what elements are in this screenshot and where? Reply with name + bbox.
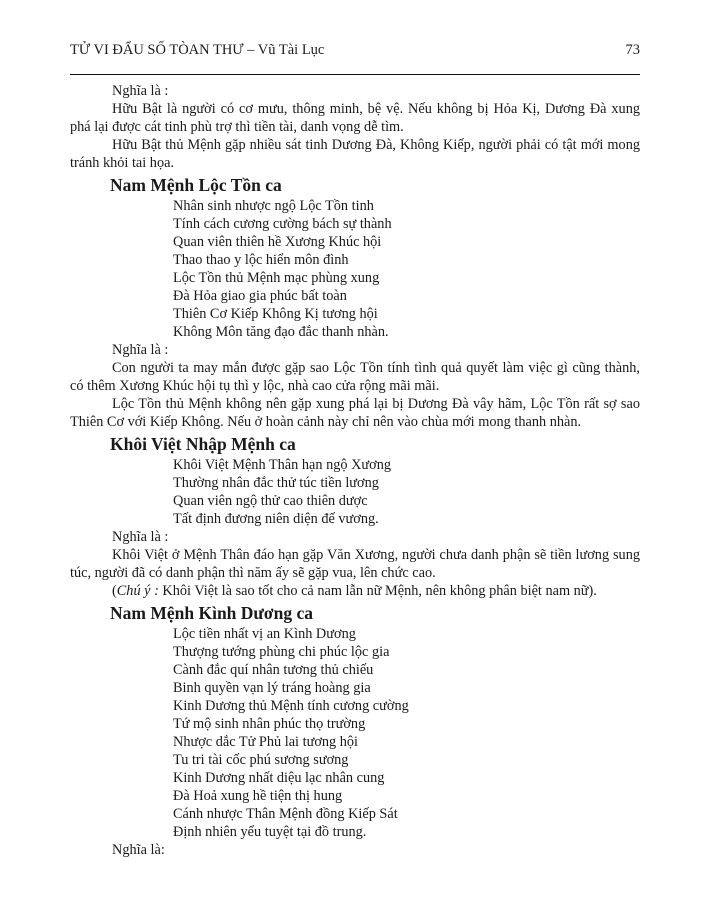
paragraph: Hữu Bật là người có cơ mưu, thông minh, bệ vệ. Nếu không bị Hỏa Kị, Dương Đà xung phá lại được cát tinh phù trợ thì tiền tài, danh vọng dễ tìm.: [70, 101, 640, 135]
meaning-label: Nghĩa là :: [112, 83, 169, 99]
poem-line: Tất định đương niên diện đế vương.: [173, 511, 379, 527]
poem-line: Tứ mộ sinh nhân phúc thọ trường: [173, 716, 366, 732]
section-heading: Nam Mệnh Kình Dương ca: [110, 603, 313, 623]
poem-line: Quan viên thiên hề Xương Khúc hội: [173, 234, 382, 250]
running-title: TỬ VI ĐẨU SỐ TÒAN THƯ – Vũ Tài Lục: [70, 42, 325, 58]
section-heading: Nam Mệnh Lộc Tồn ca: [110, 175, 282, 195]
meaning-label: Nghĩa là :: [112, 529, 169, 545]
poem: [70, 625, 640, 841]
poem-line: Kinh Dương thủ Mệnh tính cương cường: [173, 698, 409, 714]
paragraph: Lộc Tồn thủ Mệnh không nên gặp xung phá lại bị Dương Đà vây hãm, Lộc Tồn rất sợ sao Thiên Cơ với Kiếp Không. Nếu ở hoàn cảnh này chỉ nên vào chùa mới mong thanh nhàn.: [70, 396, 640, 430]
header-rule: [70, 74, 640, 75]
poem-line: Kinh Dương nhất diệu lạc nhân cung: [173, 770, 385, 786]
poem-line: Định nhiên yểu tuyệt tại đồ trung.: [173, 824, 367, 840]
poem: [70, 456, 640, 528]
poem-line: Đà Hoả xung hề tiện thị hung: [173, 788, 343, 804]
poem-line: Khôi Việt Mệnh Thân hạn ngộ Xương: [173, 457, 392, 473]
poem-line: Lộc tiền nhất vị an Kình Dương: [173, 626, 356, 642]
section-heading: Khôi Việt Nhập Mệnh ca: [110, 434, 296, 454]
poem-line: Quan viên ngộ thử cao thiên dược: [173, 493, 368, 509]
note-label: Chú ý :: [116, 583, 159, 599]
poem-line: Tính cách cương cường bách sự thành: [173, 216, 392, 232]
poem-line: Lộc Tồn thủ Mệnh mạc phùng xung: [173, 270, 380, 286]
page-number: 73: [625, 42, 640, 58]
poem-line: Không Môn tăng đạo đắc thanh nhàn.: [173, 324, 389, 340]
meaning-label: Nghĩa là:: [112, 842, 165, 858]
poem-line: Thường nhân đắc thử túc tiền lương: [173, 475, 379, 491]
note-paragraph: [70, 582, 640, 600]
poem-line: Cánh nhược Thân Mệnh đồng Kiếp Sát: [173, 806, 398, 822]
paragraph: Khôi Việt ở Mệnh Thân đáo hạn gặp Văn Xương, người chưa danh phận sẽ tiền lương sung túc, người đã có danh phận thì năm ấy sẽ gặp vua, lên chức cao.: [70, 547, 640, 581]
note-open-paren: (: [112, 583, 117, 599]
poem-line: Thao thao y lộc hiển môn đình: [173, 252, 349, 268]
poem-line: Nhược dắc Tử Phủ lai tương hội: [173, 734, 359, 750]
poem-line: Thượng tướng phùng chi phúc lộc gia: [173, 644, 390, 660]
note-text: Khôi Việt là sao tốt cho cả nam lẫn nữ Mệnh, nên không phân biệt nam nữ).: [158, 583, 597, 599]
poem-line: Thiên Cơ Kiếp Không Kị tương hội: [173, 306, 378, 322]
poem-line: Binh quyền vạn lý tráng hoàng gia: [173, 680, 371, 696]
poem-line: Tu tri tài cốc phú sương sương: [173, 752, 349, 768]
paragraph: Hữu Bật thủ Mệnh gặp nhiều sát tinh Dương Đà, Không Kiếp, người phải có tật mới mong tránh khỏi tai họa.: [70, 137, 640, 171]
poem-line: Đà Hỏa giao gia phúc bất toàn: [173, 288, 347, 304]
paragraph: Con người ta may mắn được gặp sao Lộc Tồn tính tình quả quyết làm việc gì cũng thành, có thêm Xương Khúc hội tụ thì y lộc, nhà cao cửa rộng mãi mãi.: [70, 360, 640, 394]
page-header: [70, 40, 640, 64]
poem-line: Nhân sinh nhược ngộ Lộc Tồn tinh: [173, 198, 374, 214]
poem-line: Cành đắc quí nhân tương thủ chiếu: [173, 662, 374, 678]
meaning-label: Nghĩa là :: [112, 342, 169, 358]
page-content: [70, 82, 640, 859]
poem: [70, 197, 640, 341]
